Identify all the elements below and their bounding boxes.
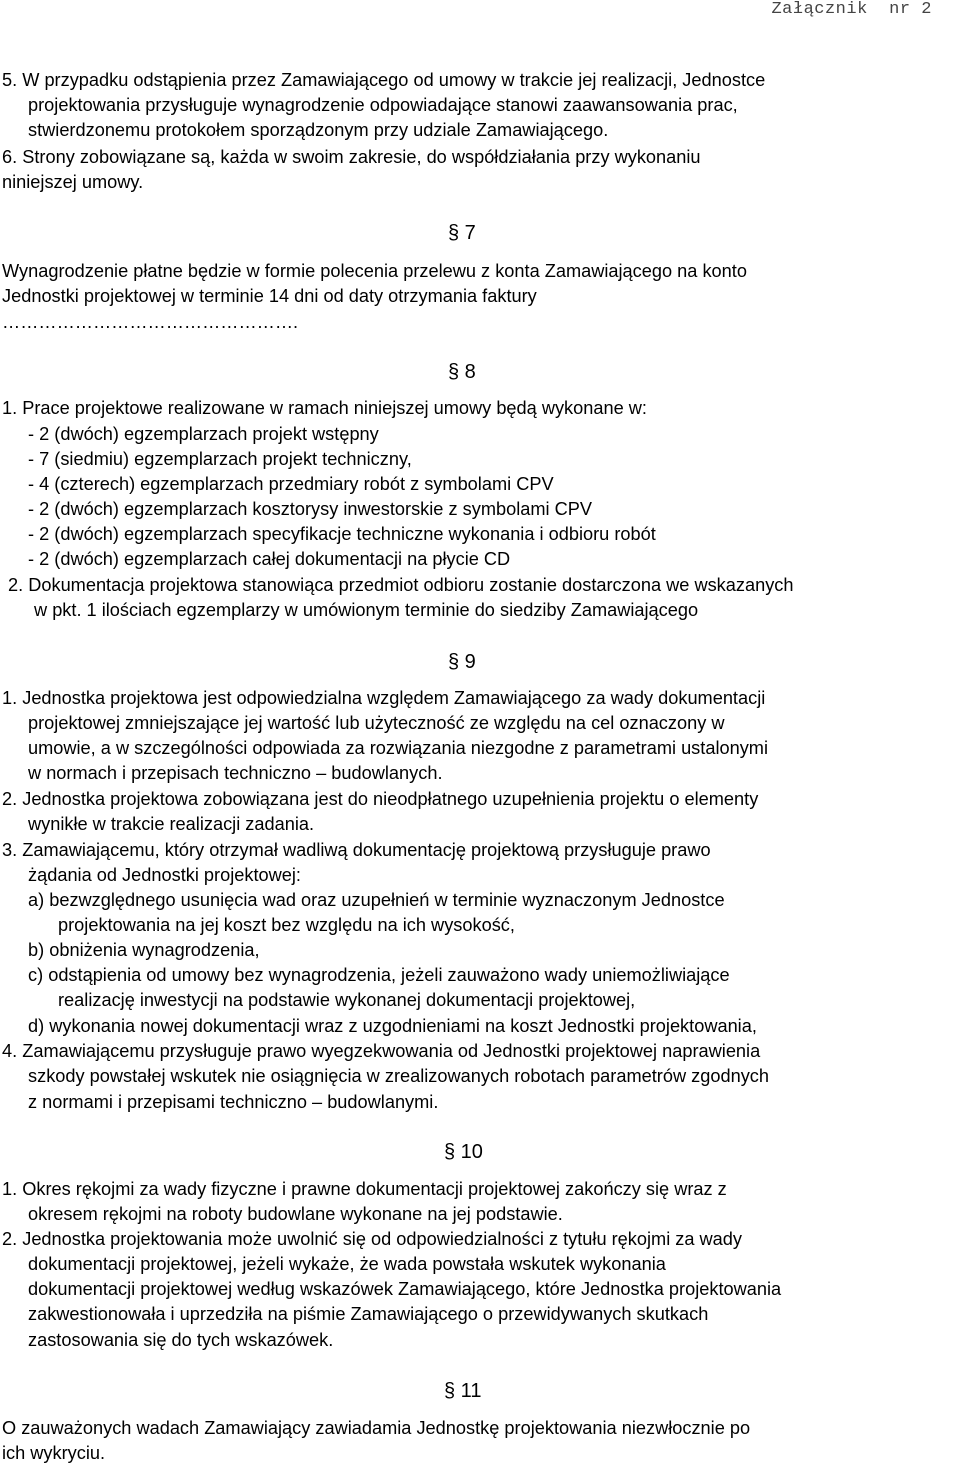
text-line: projektowania przysługuje wynagrodzenie odpowiadające stanowi zaawansowania prac, — [28, 95, 738, 115]
text-line: stwierdzonemu protokołem sporządzonym przy udziale Zamawiającego. — [28, 120, 609, 140]
text-line: 3. Zamawiającemu, który otrzymał wadliwą dokumentację projektową przysługuje prawo — [2, 840, 711, 860]
text-line: z normami i przepisami techniczno – budowlanymi. — [28, 1092, 439, 1112]
list-item: - 2 (dwóch) egzemplarzach projekt wstępny — [28, 424, 379, 444]
list-item: c) odstąpienia od umowy bez wynagrodzenia, jeżeli zauważono wady uniemożliwiające — [28, 965, 730, 985]
list-item: b) obniżenia wynagrodzenia, — [28, 940, 260, 960]
text-line: 2. Dokumentacja projektowa stanowiąca przedmiot odbioru zostanie dostarczona we wskazanych — [8, 575, 794, 595]
section-heading: § 8 — [448, 361, 476, 383]
text-line: 6. Strony zobowiązane są, każda w swoim zakresie, do współdziałania przy wykonaniu — [2, 147, 701, 167]
text-line: Wynagrodzenie płatne będzie w formie polecenia przelewu z konta Zamawiającego na konto — [2, 261, 747, 281]
text-line: 5. W przypadku odstąpienia przez Zamawiającego od umowy w trakcie jej realizacji, Jednostce — [2, 70, 766, 90]
list-item: - 2 (dwóch) egzemplarzach kosztorysy inwestorskie z symbolami CPV — [28, 499, 592, 519]
text-line: projektowej zmniejszające jej wartość lub użyteczność ze względu na cel oznaczony w — [28, 713, 725, 733]
text-line: realizację inwestycji na podstawie wykonanej dokumentacji projektowej, — [58, 990, 636, 1010]
section-heading: § 11 — [444, 1380, 482, 1402]
section-heading: § 7 — [448, 222, 476, 244]
text-line: dokumentacji projektowej według wskazówek Zamawiającego, które Jednostka projektowania — [28, 1279, 782, 1299]
text-line: żądania od Jednostki projektowej: — [28, 865, 301, 885]
text-line: umowie, a w szczególności odpowiada za rozwiązania niezgodne z parametrami ustalonymi — [28, 738, 768, 758]
text-line: wynikłe w trakcie realizacji zadania. — [28, 814, 315, 834]
text-line: zakwestionowała i uprzedziła na piśmie Zamawiającego o przewidywanych skutkach — [28, 1304, 709, 1324]
list-item: - 4 (czterech) egzemplarzach przedmiary robót z symbolami CPV — [28, 474, 554, 494]
text-line: 1. Okres rękojmi za wady fizyczne i prawne dokumentacji projektowej zakończy się wraz z — [2, 1179, 727, 1199]
text-line: 1. Jednostka projektowa jest odpowiedzialna względem Zamawiającego za wady dokumentacji — [2, 688, 766, 708]
text-line: w pkt. 1 ilościach egzemplarzy w umówionym terminie do siedziby Zamawiającego — [34, 600, 699, 620]
text-line: w normach i przepisach techniczno – budowlanych. — [28, 763, 443, 783]
text-line: 1. Prace projektowe realizowane w ramach niniejszej umowy będą wykonane w: — [2, 398, 647, 418]
text-line: 2. Jednostka projektowania może uwolnić się od odpowiedzialności z tytułu rękojmi za wady — [2, 1229, 743, 1249]
text-line: zastosowania się do tych wskazówek. — [28, 1330, 334, 1350]
text-line: 4. Zamawiającemu przysługuje prawo wyegzekwowania od Jednostki projektowej naprawienia — [2, 1041, 761, 1061]
section-heading: § 10 — [444, 1141, 483, 1163]
list-item: d) wykonania nowej dokumentacji wraz z uzgodnieniami na koszt Jednostki projektowania, — [28, 1016, 757, 1036]
list-item: a) bezwzględnego usunięcia wad oraz uzupełnień w terminie wyznaczonym Jednostce — [28, 890, 725, 910]
text-line: niniejszej umowy. — [2, 172, 144, 192]
list-item: - 2 (dwóch) egzemplarzach specyfikacje techniczne wykonania i odbioru robót — [28, 524, 656, 544]
text-line: okresem rękojmi na roboty budowlane wykonane na jej podstawie. — [28, 1204, 563, 1224]
text-line: dokumentacji projektowej, jeżeli wykaże, że wada powstała wskutek wykonania — [28, 1254, 666, 1274]
text-line: ich wykryciu. — [2, 1443, 106, 1463]
list-item: - 2 (dwóch) egzemplarzach całej dokumentacji na płycie CD — [28, 549, 511, 569]
list-item: - 7 (siedmiu) egzemplarzach projekt techniczny, — [28, 449, 412, 469]
text-line: projektowania na jej koszt bez względu na ich wysokość, — [58, 915, 515, 935]
text-line: …………………………………………. — [2, 312, 299, 332]
text-line: Jednostki projektowej w terminie 14 dni od daty otrzymania faktury — [2, 286, 537, 306]
attachment-header: Załącznik nr 2 — [771, 0, 932, 19]
text-line: O zauważonych wadach Zamawiający zawiadamia Jednostkę projektowania niezwłocznie po — [2, 1418, 751, 1438]
section-heading: § 9 — [448, 651, 476, 673]
text-line: 2. Jednostka projektowa zobowiązana jest do nieodpłatnego uzupełnienia projektu o elementy — [2, 789, 759, 809]
text-line: szkody powstałej wskutek nie osiągnięcia w zrealizowanych robotach parametrów zgodnych — [28, 1066, 770, 1086]
